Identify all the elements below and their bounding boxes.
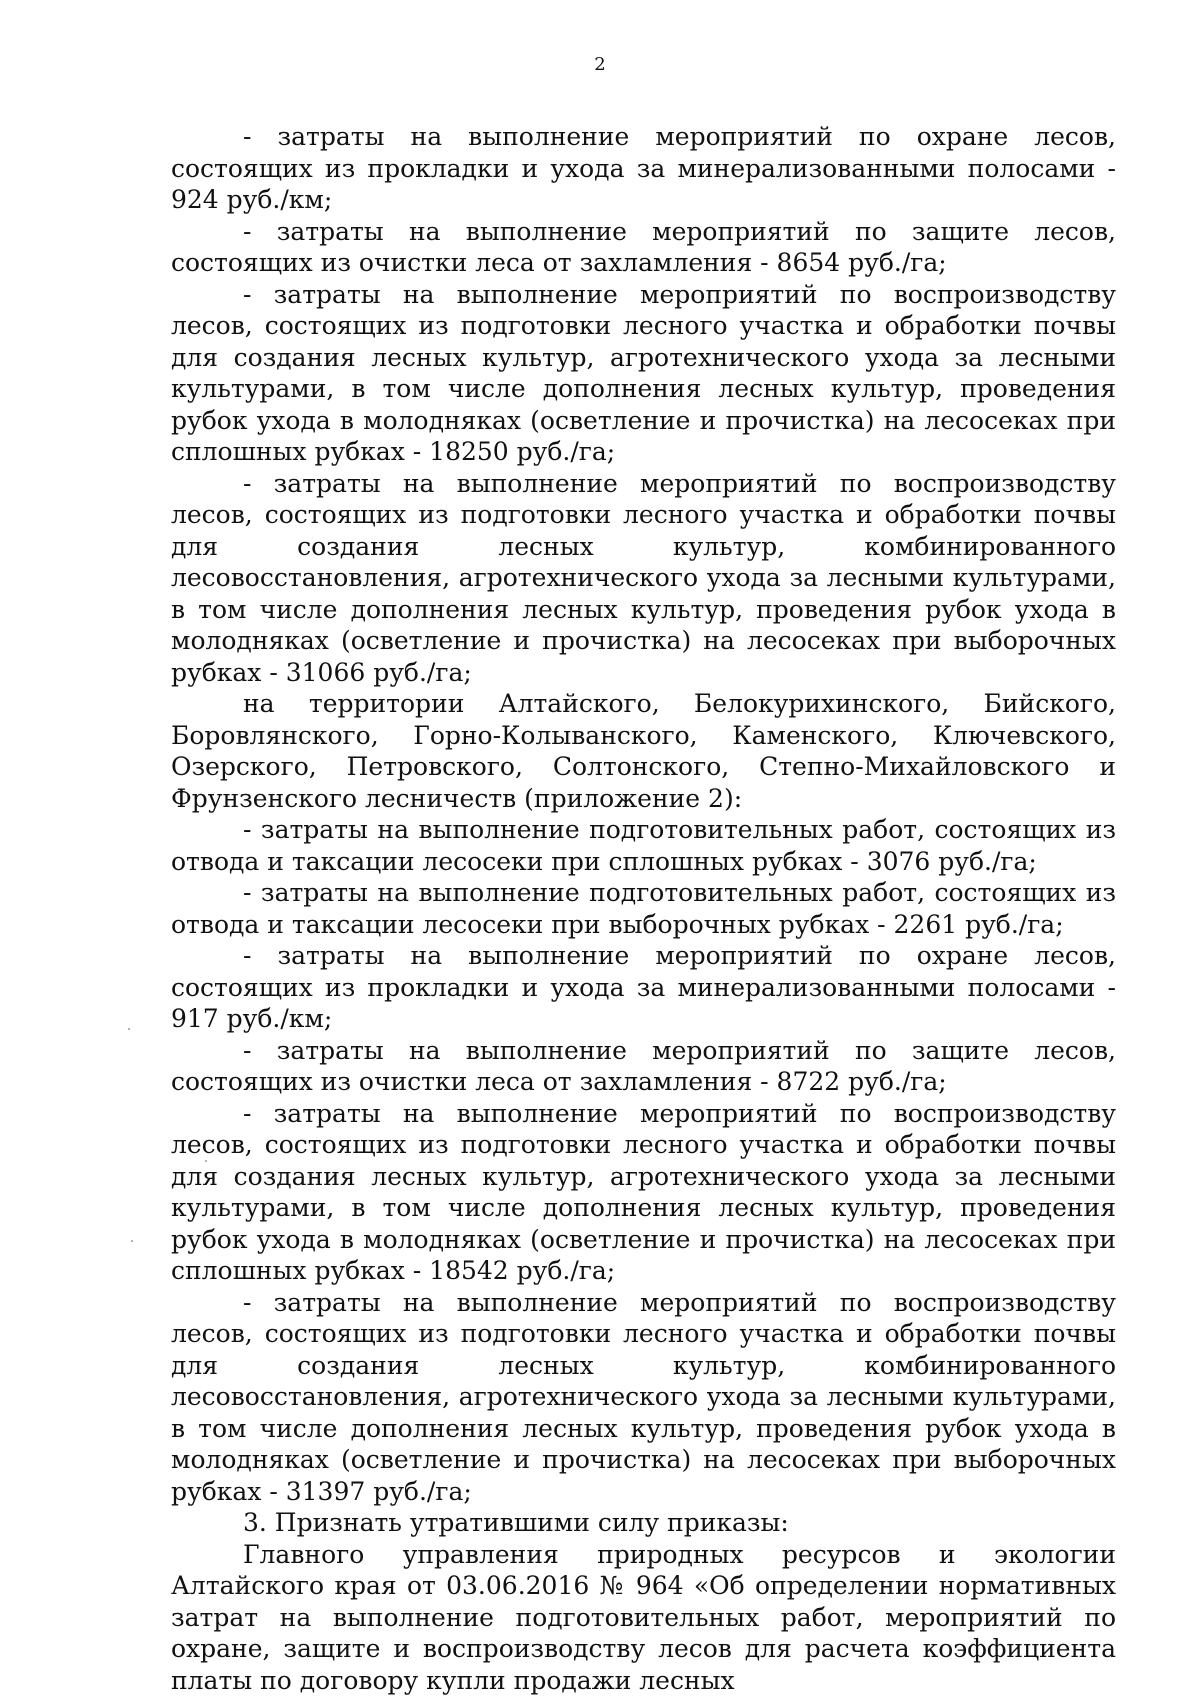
- paragraph-preparatory-clearcut-cost: - затраты на выполнение подготовительных работ, состоящих из отвода и таксации лесосеки при сплошных рубках - 3076 руб./га;: [171, 814, 1116, 877]
- paragraph-preparatory-selective-cost: - затраты на выполнение подготовительных работ, состоящих из отвода и таксации лесосеки при выборочных рубках - 2261 руб./га;: [171, 877, 1116, 940]
- paragraph-mineralized-strips-cost-2: - затраты на выполнение мероприятий по охране лесов, состоящих из прокладки и ухода за минерализованными полосами - 917 руб./км;: [171, 940, 1116, 1035]
- paragraph-reproduction-clearcut-cost: - затраты на выполнение мероприятий по воспроизводству лесов, состоящих из подготовки лесного участка и обработки почвы для создания лесных культур, агротехнического ухода за лесными культурами, в том числе дополнения лесных культур, проведения рубок ухода в молодняках (осветление и прочистка) на лесосеках при сплошных рубках - 18250 руб./га;: [171, 279, 1116, 468]
- paragraph-repeal-heading: 3. Признать утратившими силу приказы:: [171, 1507, 1116, 1539]
- paragraph-forestries-list: на территории Алтайского, Белокурихинского, Бийского, Боровлянского, Горно-Колыванского, Каменского, Ключевского, Озерского, Петровского, Солтонского, Степно-Михайловского и Фрунзенского лесничеств (приложение 2):: [171, 688, 1116, 814]
- scan-speck: [128, 1028, 130, 1030]
- paragraph-forest-cleaning-cost-2: - затраты на выполнение мероприятий по защите лесов, состоящих из очистки леса от захламления - 8722 руб./га;: [171, 1035, 1116, 1098]
- page-number: 2: [0, 54, 1200, 76]
- paragraph-reproduction-selective-cost: - затраты на выполнение мероприятий по воспроизводству лесов, состоящих из подготовки лесного участка и обработки почвы для создания лесных культур, комбинированного лесовосстановления, агротехнического ухода за лесными культурами, в том числе дополнения лесных культур, проведения рубок ухода в молодняках (осветление и прочистка) на лесосеках при выборочных рубках - 31066 руб./га;: [171, 468, 1116, 689]
- scan-speck: [205, 1160, 207, 1162]
- paragraph-forest-cleaning-cost: - затраты на выполнение мероприятий по защите лесов, состоящих из очистки леса от захламления - 8654 руб./га;: [171, 216, 1116, 279]
- paragraph-reproduction-clearcut-cost-2: - затраты на выполнение мероприятий по воспроизводству лесов, состоящих из подготовки лесного участка и обработки почвы для создания лесных культур, агротехнического ухода за лесными культурами, в том числе дополнения лесных культур, проведения рубок ухода в молодняках (осветление и прочистка) на лесосеках при сплошных рубках - 18542 руб./га;: [171, 1098, 1116, 1287]
- paragraph-reproduction-selective-cost-2: - затраты на выполнение мероприятий по воспроизводству лесов, состоящих из подготовки лесного участка и обработки почвы для создания лесных культур, комбинированного лесовосстановления, агротехнического ухода за лесными культурами, в том числе дополнения лесных культур, проведения рубок ухода в молодняках (осветление и прочистка) на лесосеках при выборочных рубках - 31397 руб./га;: [171, 1287, 1116, 1508]
- paragraph-repealed-order: Главного управления природных ресурсов и экологии Алтайского края от 03.06.2016 № 964 «Об определении нормативных затрат на выполнение подготовительных работ, мероприятий по охране, защите и воспроизводству лесов для расчета коэффициента платы по договору купли продажи лесных: [171, 1539, 1116, 1696]
- document-body: [171, 121, 1116, 1696]
- paragraph-mineralized-strips-cost: - затраты на выполнение мероприятий по охране лесов, состоящих из прокладки и ухода за минерализованными полосами - 924 руб./км;: [171, 121, 1116, 216]
- scan-speck: [131, 1240, 133, 1242]
